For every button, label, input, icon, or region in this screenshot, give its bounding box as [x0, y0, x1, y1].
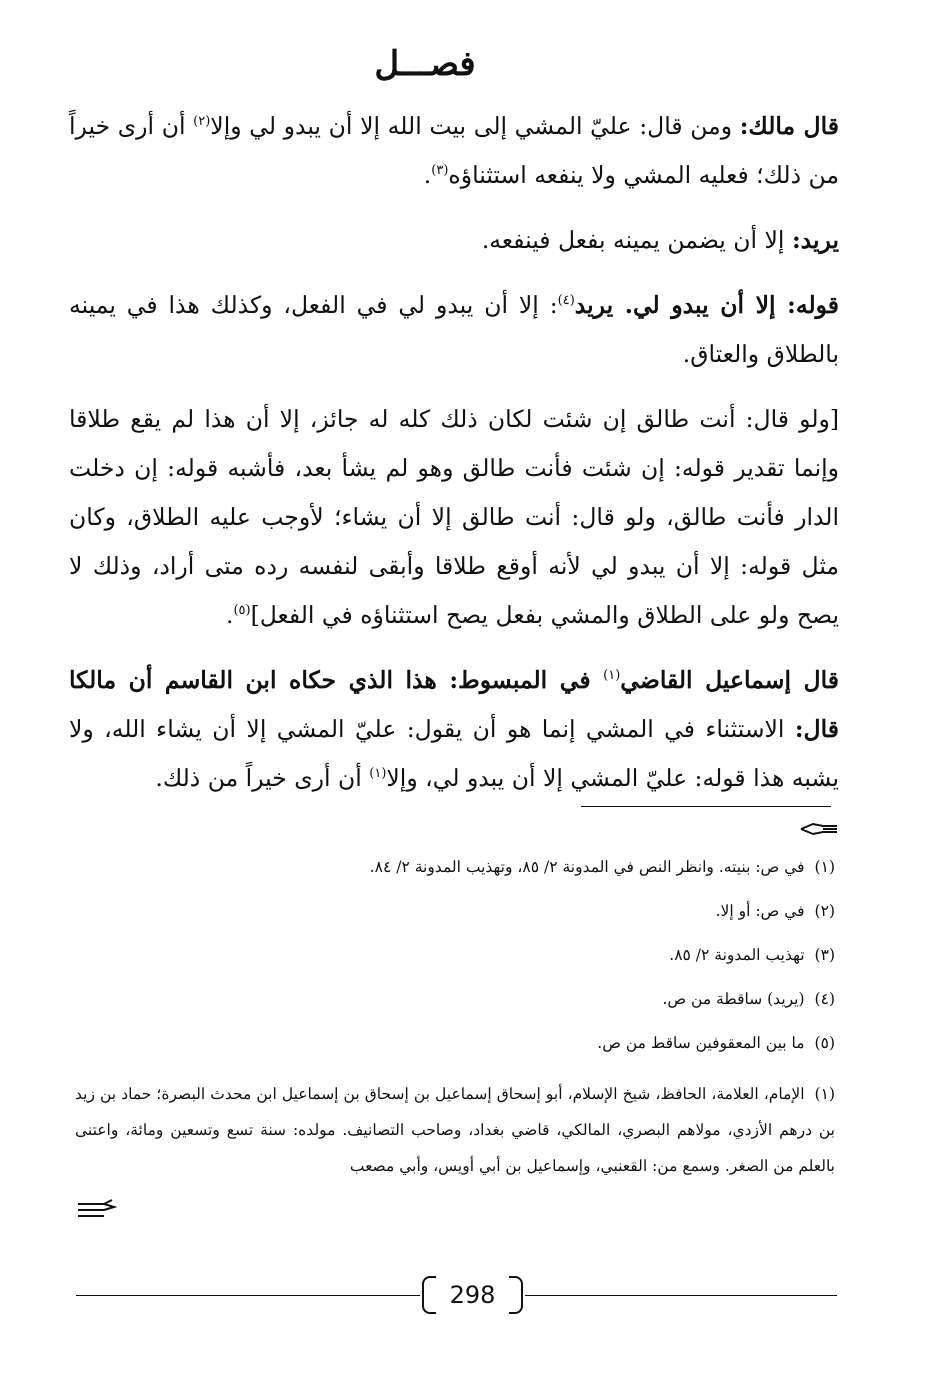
biography-note — [75, 1076, 835, 1184]
paragraph-end: . — [225, 601, 234, 629]
footnote-4 — [75, 988, 835, 1010]
paragraph-lead: قال إسماعيل القاضي — [620, 666, 839, 694]
paragraph-text: إلا أن يضمن يمينه بفعل فينفعه. — [481, 226, 792, 254]
paragraph-lead: في المبسوط: هذا الذي حكاه ابن القاسم أن مالكا قال: — [69, 666, 839, 743]
footer-rule — [76, 1295, 420, 1296]
paragraph-3 — [69, 281, 839, 379]
page-number: 298 — [449, 1281, 496, 1309]
bracket-right — [509, 1276, 523, 1314]
section-heading: فصـــل — [374, 44, 476, 84]
paragraph-text: : إلا أن يبدو لي في الفعل، وكذلك هذا في يمينه بالطلاق والعتاق. — [69, 291, 839, 368]
footnote-ref[interactable]: (١) — [603, 668, 621, 684]
paragraph-lead: يريد: — [791, 226, 839, 254]
paragraph-text: [ولو قال: أنت طالق إن شئت لكان ذلك كله له جائز، إلا أن هذا لم يقع طلاقا وإنما تقدير قوله: إن شئت فأنت طالق وهو لم يشأ بعد، فأشبه قوله: إن دخلت الدار فأنت طالق، ولو قال: أنت طالق إلا أن يشاء؛ لأوجب عليه الطلاق، وكان مثل قوله: إلا أن يبدو لي لأنه أوقع طلاقا وأبقى لنفسه رده متى أراد، وذلك لا يصح ولو على الطلاق والمشي بفعل يصح استثناؤه في الفعل] — [69, 405, 839, 629]
paragraph-text: أن أرى خيراً من ذلك؛ فعليه المشي ولا ينفعه استثناؤه — [69, 112, 839, 189]
footnote-ref[interactable]: (٥) — [233, 603, 251, 619]
paragraph-5 — [69, 656, 839, 803]
paragraph-text: الاستثناء في المشي إنما هو أن يقول: عليّ المشي إلا أن يشاء الله، ولا يشبه هذا قوله: عليّ المشي إلا أن يبدو لي، وإلا — [69, 715, 839, 792]
footnote-number: (٤) — [814, 990, 835, 1008]
footnote-number: (١) — [814, 858, 835, 876]
footnote-text: في ص: أو إلا. — [715, 902, 805, 920]
footnote-text: ما بين المعقوفين ساقط من ص. — [597, 1034, 805, 1052]
paragraph-1 — [69, 102, 839, 200]
footer-rule — [525, 1295, 837, 1296]
paragraph-end: . — [423, 161, 432, 189]
footnote-2 — [75, 900, 835, 922]
paragraph-text: أن أرى خيراً من ذلك. — [155, 764, 370, 792]
footnote-number: (٢) — [814, 902, 835, 920]
footnote-text: في ص: بنيته. وانظر النص في المدونة ٢/ ٨٥، وتهذيب المدونة ٢/ ٨٤. — [369, 858, 805, 876]
footnote-number: (٣) — [814, 946, 835, 964]
paragraph-lead: قوله: إلا أن يبدو لي. يريد — [574, 291, 839, 319]
footnote-ref[interactable]: (١) — [369, 766, 387, 782]
paragraph-text: ومن قال: عليّ المشي إلى بيت الله إلا أن يبدو لي وإلا — [210, 112, 740, 140]
footnotes — [75, 856, 835, 1206]
footnote-5 — [75, 1032, 835, 1054]
main-text — [69, 102, 839, 819]
footnote-number: (١) — [814, 1085, 835, 1103]
page-number-box — [420, 1276, 525, 1314]
footnote-ref[interactable]: (٢) — [193, 114, 211, 130]
pointing-hand-icon — [799, 820, 839, 838]
footnote-3 — [75, 944, 835, 966]
paragraph-lead: قال مالك: — [739, 112, 839, 140]
footnote-separator — [581, 806, 831, 807]
bracket-left — [422, 1276, 436, 1314]
footnote-text: الإمام، العلامة، الحافظ، شيخ الإسلام، أبو إسحاق إسماعيل بن إسحاق بن إسماعيل ابن محدث البصرة؛ حماد بن زيد بن درهم الأزدي، مولاهم البصري، المالكي، قاضي بغداد، وصاحب التصانيف. مولده: سنة تسع وتسعين ومائة، واعتنى بالعلم من الصغر. وسمع من: القعنبي، وإسماعيل بن أبي أويس، وأبي مصعب — [75, 1085, 835, 1175]
continuation-arrow-icon — [74, 1198, 118, 1220]
footnote-ref[interactable]: (٣) — [431, 163, 449, 179]
footnote-text: (يريد) ساقطة من ص. — [662, 990, 805, 1008]
footnote-text: تهذيب المدونة ٢/ ٨٥. — [669, 946, 805, 964]
page-footer — [0, 1270, 939, 1320]
footnote-1 — [75, 856, 835, 878]
footnote-ref[interactable]: (٤) — [557, 293, 575, 309]
footnote-number: (٥) — [814, 1034, 835, 1052]
paragraph-2 — [69, 216, 839, 265]
paragraph-4 — [69, 395, 839, 640]
